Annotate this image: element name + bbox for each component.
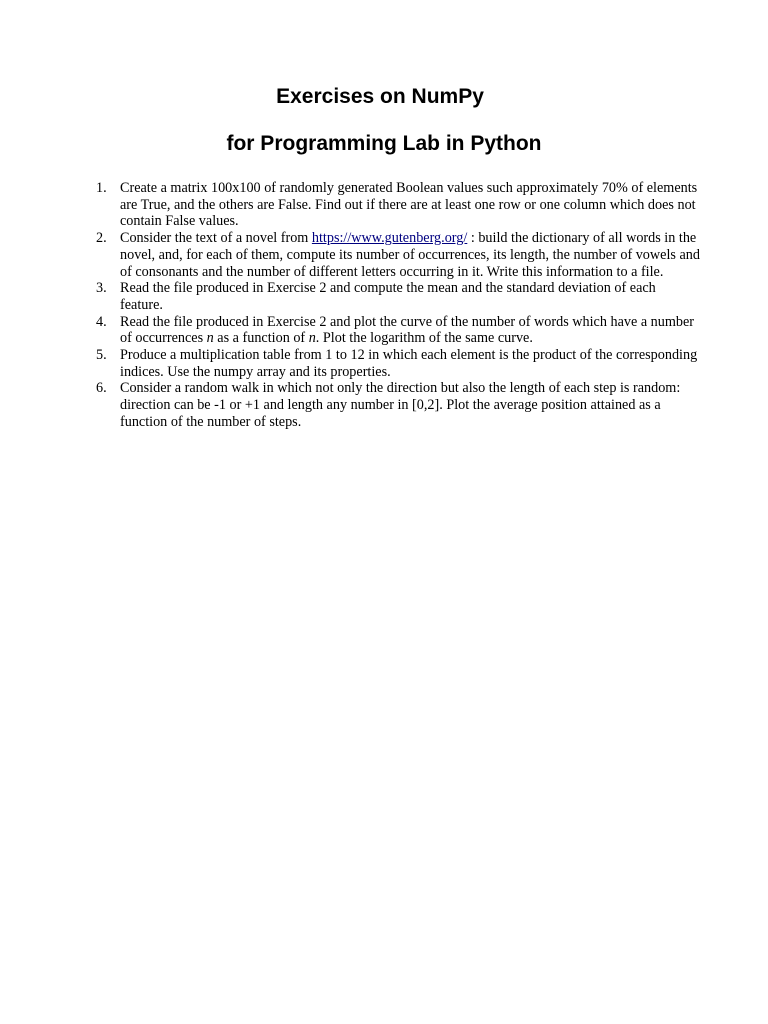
exercise-number: 3. [96,280,107,297]
italic-variable-n: n [206,330,214,347]
exercise-item-6 [90,380,702,430]
exercise-text: Read the file produced in Exercise 2 and compute the mean and the standard deviation of each feature. [120,280,656,313]
exercise-item-1 [90,180,702,230]
exercise-number: 1. [96,180,107,196]
italic-variable-n: n [308,330,316,347]
gutenberg-link[interactable]: https://www.gutenberg.org/ [311,230,468,247]
exercise-item-3 [90,280,702,313]
exercise-number: 6. [96,380,107,397]
exercise-text: Consider a random walk in which not only the direction but also the length of each step is random: direction can be -1 or +1 and length any number in [0,2]. Plot the average position attained as a function of the number of steps. [120,380,681,430]
exercise-item-5 [90,347,702,380]
exercise-text-part: Read the file produced in Exercise 2 and plot the curve of the number of words which have a number of occurrences [120,313,695,347]
exercise-text-start: Consider the text of a novel from [120,230,312,247]
exercise-number: 4. [96,313,107,330]
exercise-item-4 [90,314,702,347]
exercise-text-part: as a function of [213,330,309,347]
exercise-number: 2. [96,230,107,247]
exercise-list [90,180,702,431]
exercise-text-part: . Plot the logarithm of the same curve. [315,330,533,347]
exercise-number: 5. [96,347,107,364]
document-subtitle: for Programming Lab in Python [226,132,542,155]
exercise-text: Produce a multiplication table from 1 to 12 in which each element is the product of the corresponding indices. Use the numpy array and its properties. [120,347,698,380]
exercise-text-end: : build the dictionary of all words in the novel, and, for each of them, compute its number of occurrences, its length, the number of vowels and of consonants and the number of different letters occurring in it. Write this information to a file. [120,230,700,280]
document-title: Exercises on NumPy [276,85,484,108]
exercise-text: Create a matrix 100x100 of randomly generated Boolean values such approximately 70% of elements are True, and the others are False. Find out if there are at least one row or one column which does not contain False values. [120,180,698,230]
exercise-item-2 [90,230,702,280]
